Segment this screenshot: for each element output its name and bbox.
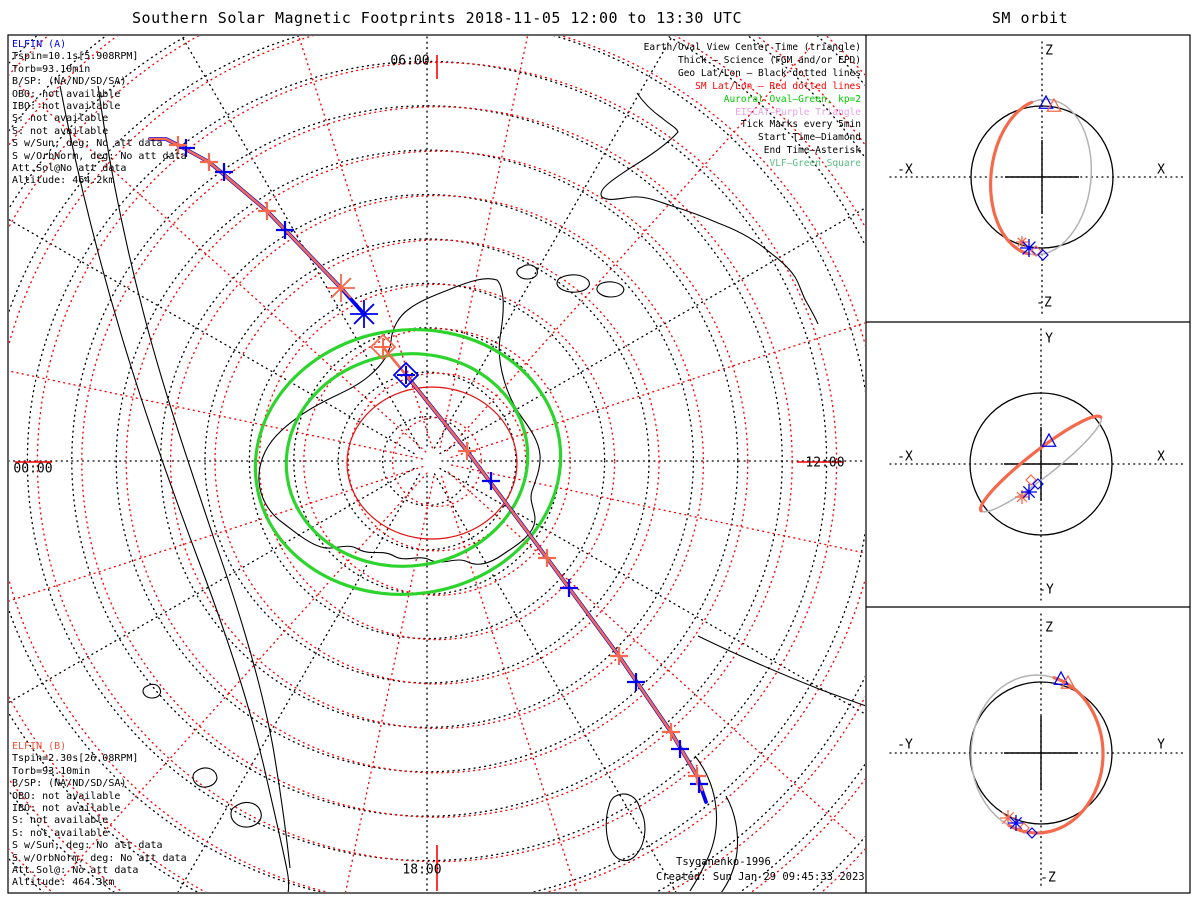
geo-grid-spoke [440,179,916,454]
end-time-asterisk-a [1008,815,1024,831]
coastline [193,768,217,787]
geo-grid-ring [205,239,649,683]
geo-grid-spoke [0,179,414,454]
elfin-a-info [12,39,187,188]
axis-label-X-Y-left: -X [897,449,913,465]
elfin-a-line: Altitude: 464.2km [12,175,115,187]
elfin-a-line: OBO: not available [12,88,121,100]
mlt-label-0600: 06:00 [390,53,430,69]
sm-grid-ring [393,418,482,507]
elfin-a-line: B/SP: (NA/ND/SD/SA) [12,76,127,88]
footprint-track-elfin-b [383,347,702,790]
mlt-label-1200: 12:00 [805,455,845,471]
axis-label-Y-Z-left: -Y [897,737,913,753]
orbit-panel-Y-Z [890,614,1185,886]
elfin-b-title: ELFIN (B) [12,741,67,752]
axis-label-X-Y-top: Y [1045,331,1053,347]
sm-grid-spoke [451,287,974,457]
coastline [517,265,538,279]
coastline [143,684,161,698]
elfin-b-info [12,741,187,890]
sm-grid-spoke [0,467,423,637]
elfin-b-line: B/SP: (NA/ND/SD/SA) [12,778,127,790]
axis-label-X-Z-left: -X [897,162,913,178]
tick-5min-a [690,775,708,793]
tick-5min-b [688,767,706,785]
axis-label-Y-Z-right: Y [1157,737,1165,753]
center-cross [1005,140,1079,214]
elfin-a-line: Att.Sol@No att data [12,163,127,175]
coastline [557,275,589,292]
axis-label-X-Z-top: Z [1045,43,1053,59]
elfin-b-line: Torb=93.10min [12,765,91,777]
axis-label-X-Y-bottom: -Y [1038,582,1054,598]
legend-line: Start Time—Diamond [758,132,861,144]
legend-line: Geo Lat/Lon — Black dotted lines [677,67,861,79]
sm-orbit-title: SM orbit [991,9,1069,27]
elfin-a-line: Torb=93.10min [12,63,91,75]
elfin-a-line: Tspin=10.1s[5.908RPM] [12,51,139,63]
coastline [259,279,540,565]
map-legend [644,42,861,171]
orbit-panel-X-Y [890,329,1185,600]
page-title: Southern Solar Magnetic Footprints 2018-11-05 12:00 to 13:30 UTC [132,9,742,27]
start-time-diamond-b [1026,475,1036,485]
elfin-a-line: S: not available [12,125,109,137]
legend-line: Tick Marks every 5min [740,119,861,131]
elfin-a-line: S w/Sun, deg: No att data [12,138,163,150]
end-time-asterisk-a [350,300,378,328]
axis-label-X-Y-right: X [1157,449,1165,465]
legend-line: End Time—Asterisk [763,145,861,157]
legend-line: Thick — Science (FGM and/or EPD) [677,54,861,66]
legend-line: EISCAT—Purple Triangle [735,106,861,118]
end-time-asterisk-b [1016,236,1028,248]
elfin-a-line: S w/OrbNorm, deg: No att data [12,150,187,162]
elfin-b-line: Altitude: 464.3km [12,877,115,889]
end-time-asterisk-a [1020,239,1038,257]
end-time-asterisk-b [327,274,355,302]
sm-grid-spoke [320,477,434,900]
elfin-a-line: IBO: not available [12,101,121,113]
axis-label-X-Z-right: X [1157,162,1165,178]
legend-line: Auroral Oval—Green, kp=2 [723,93,861,105]
sm-grid-spoke [440,0,554,447]
geo-grid-ring [249,283,604,638]
geo-grid-spoke [0,469,414,744]
elfin-b-line: OBO: not available [12,790,121,802]
center-cross [1004,427,1078,501]
center-cross [1004,716,1078,790]
sm-grid-spoke [0,345,422,459]
created-credit: Created: Sun Jan 29 09:45:33 2023 [656,871,865,883]
legend-line: Earth/Oval View Center Time (triangle) [643,42,861,53]
coastline [231,803,261,828]
axis-label-X-Z-bottom: -Z [1036,295,1052,311]
mlt-label-0000: 00:00 [13,461,53,477]
elfin-b-line: IBO: not available [12,803,121,815]
coastline [597,282,624,297]
legend-line: SM Lat/Lon — Red dotted lines [695,80,861,92]
axis-label-Y-Z-top: Z [1045,620,1053,636]
elfin-b-line: Tspin=2.30s[26.08RPM] [12,753,139,765]
sm-grid-ring [171,196,704,729]
sm-grid-spoke [448,472,857,840]
elfin-b-line: S: not available [12,815,109,827]
elfin-b-line: Att.Sol@: No att data [12,865,139,877]
elfin-a-line: S: not available [12,113,109,125]
elfin-b-line: S w/Sun, deg: No att data [12,840,163,852]
axis-label-Y-Z-bottom: -Z [1040,870,1056,886]
orbit-panel-X-Z [890,42,1185,315]
model-credit: Tsyganenko-1996 [676,856,771,868]
geo-grid-spoke [435,474,710,900]
elfin-b-line: S w/OrbNorm, deg: No att data [12,852,187,864]
sm-grid-ring [304,329,570,595]
elfin-b-line: S: not available [12,827,109,839]
elfin-a-title: ELFIN (A) [12,39,67,50]
legend-line: VLF—Green Square [769,158,861,170]
mlt-label-1800: 18:00 [402,862,442,878]
sm-grid-ring [126,151,748,773]
